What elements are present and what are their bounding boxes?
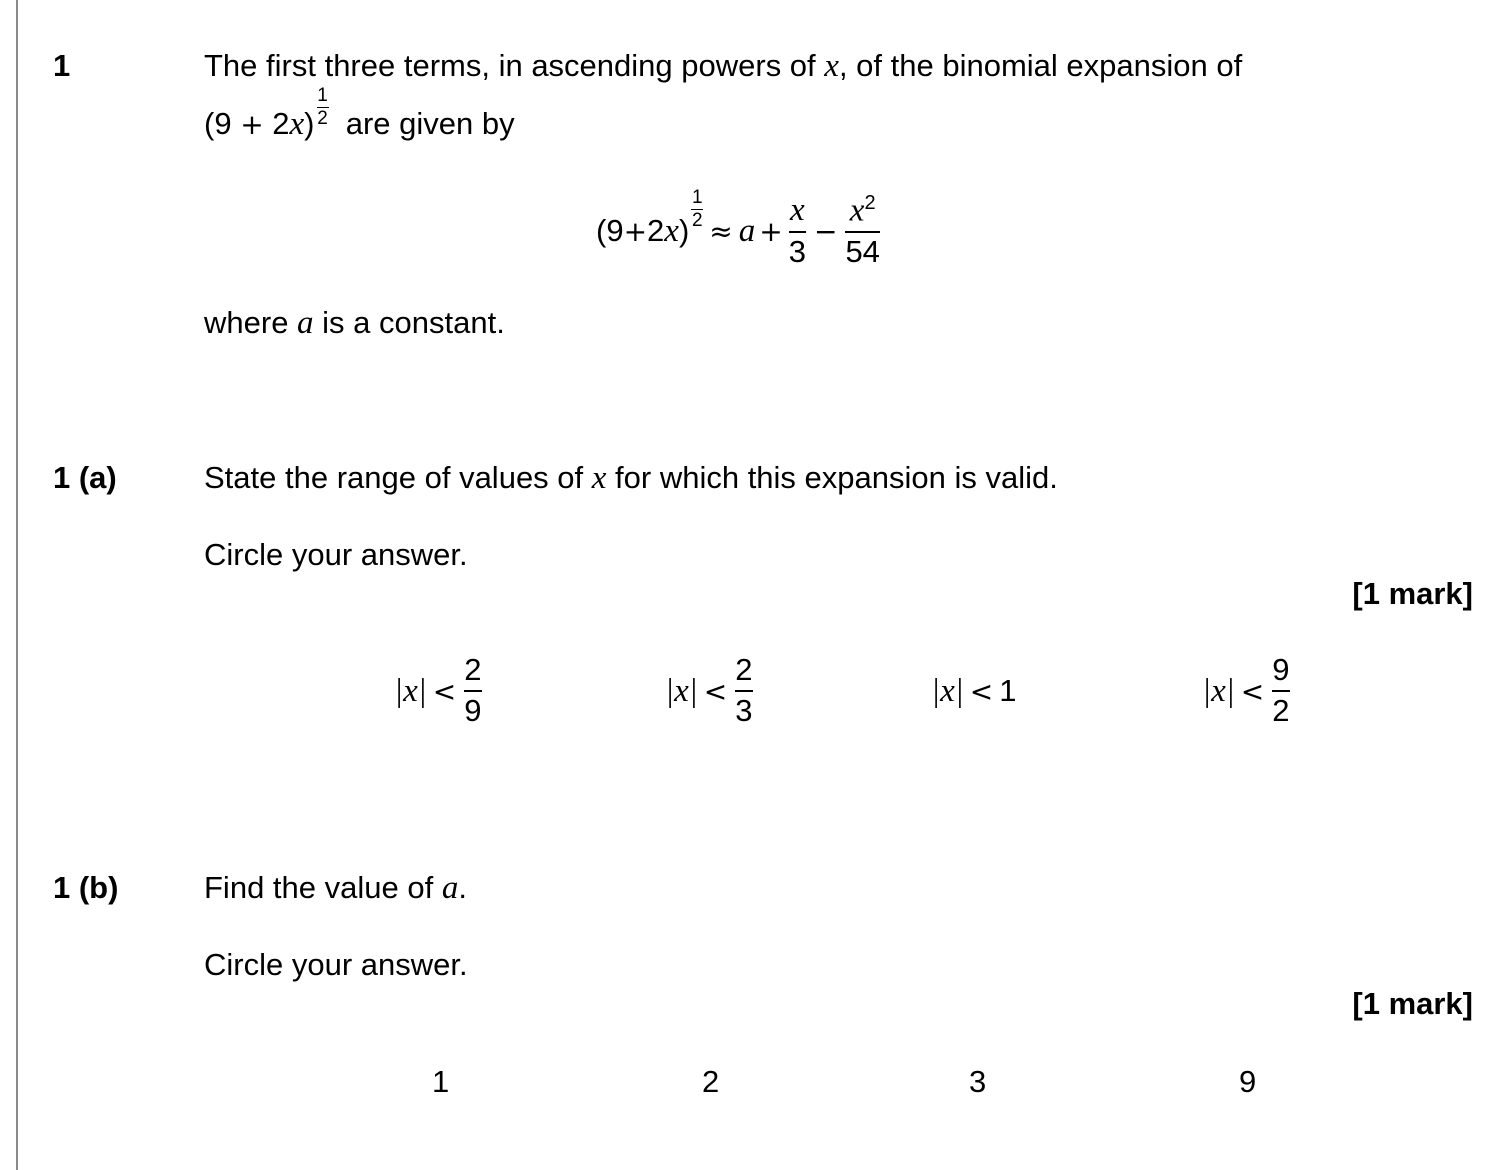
- frac-den: 2: [1272, 693, 1290, 728]
- frac-den: 3: [735, 693, 753, 728]
- part-b-text: Find the value of: [204, 870, 442, 905]
- less-than: <: [703, 674, 728, 708]
- less-than: <: [1240, 674, 1265, 708]
- part-b-instruction: Circle your answer.: [204, 947, 468, 982]
- frac-den: 9: [464, 693, 482, 728]
- binomial-formula: [596, 186, 882, 276]
- frac-num: 2: [735, 652, 753, 688]
- question-intro-line2: [204, 85, 515, 148]
- plus-sign: +: [623, 214, 648, 248]
- exp-den: 2: [317, 108, 328, 129]
- frac-num: 2: [464, 652, 482, 688]
- frac-num: x: [790, 192, 805, 229]
- part-a-text: for which this expansion is valid.: [606, 460, 1058, 495]
- option-b1[interactable]: 1: [432, 1064, 450, 1099]
- fraction: [1272, 654, 1289, 727]
- option-b4[interactable]: 9: [1239, 1064, 1257, 1099]
- less-than: <: [969, 674, 994, 708]
- where-text: is a constant.: [313, 305, 505, 340]
- question-intro-line1: [204, 48, 1242, 85]
- var-a: a: [297, 305, 314, 341]
- formula-open: (9: [596, 213, 624, 248]
- page-border: [16, 0, 18, 1170]
- abs-x: |x|: [1202, 672, 1235, 709]
- option-b2[interactable]: 2: [702, 1064, 720, 1099]
- frac-num: x: [849, 192, 865, 229]
- exp-den: 2: [691, 210, 703, 231]
- var-a: a: [441, 870, 459, 906]
- formula-close: ): [678, 213, 690, 248]
- part-b-marks: [1 mark]: [1352, 986, 1473, 1021]
- plus-sign: +: [759, 214, 783, 248]
- expr-close: ): [304, 106, 315, 141]
- exponent-half: [317, 86, 329, 128]
- var-x: x: [664, 212, 679, 249]
- var-x: x: [591, 460, 607, 496]
- power-two: 2: [864, 192, 876, 215]
- part-a-question: [204, 460, 1058, 497]
- option-b3[interactable]: 3: [969, 1064, 987, 1099]
- part-b-text: .: [458, 870, 467, 905]
- part-b-label: 1 (b): [53, 870, 119, 905]
- var-x: x: [289, 106, 305, 142]
- frac-num: 9: [1272, 652, 1290, 688]
- expr-open: (9: [204, 106, 241, 141]
- fraction-x-over-3: [789, 193, 806, 268]
- abs-x: |x|: [394, 672, 427, 709]
- part-a-instruction: Circle your answer.: [204, 537, 468, 572]
- intro-text: are given by: [345, 106, 515, 141]
- approx-sign: ≈: [709, 214, 733, 248]
- where-statement: [204, 305, 505, 342]
- plus-sign: +: [240, 108, 264, 141]
- var-a: a: [738, 212, 756, 249]
- option-a4[interactable]: [1202, 652, 1292, 730]
- var-x: x: [824, 48, 839, 84]
- fraction: [735, 654, 752, 727]
- intro-text: The first three terms, in ascending powers of: [204, 48, 825, 83]
- abs-x: |x|: [665, 672, 698, 709]
- part-b-question: [204, 870, 467, 907]
- part-a-text: State the range of values of: [204, 460, 592, 495]
- abs-x: |x|: [931, 672, 964, 709]
- option-a2[interactable]: [665, 652, 755, 730]
- fraction: [464, 654, 481, 727]
- expr-two: 2: [263, 106, 290, 141]
- part-a-marks: [1 mark]: [1352, 576, 1473, 611]
- minus-sign: −: [813, 214, 838, 248]
- less-than: <: [432, 674, 457, 708]
- frac-den: 3: [788, 234, 806, 270]
- formula-two: 2: [647, 213, 665, 248]
- exp-num: 1: [691, 187, 703, 208]
- option-value: 1: [999, 673, 1017, 708]
- fraction-x2-over-54: [845, 193, 879, 269]
- exponent-half: [691, 188, 703, 230]
- intro-text: , of the binomial expansion of: [838, 48, 1243, 83]
- part-a-label: 1 (a): [53, 460, 117, 495]
- where-text: where: [204, 305, 298, 340]
- exp-num: 1: [317, 85, 328, 106]
- question-number: 1: [53, 48, 71, 83]
- option-a3[interactable]: [931, 652, 1017, 730]
- frac-den: 54: [845, 234, 880, 270]
- option-a1[interactable]: [394, 652, 484, 730]
